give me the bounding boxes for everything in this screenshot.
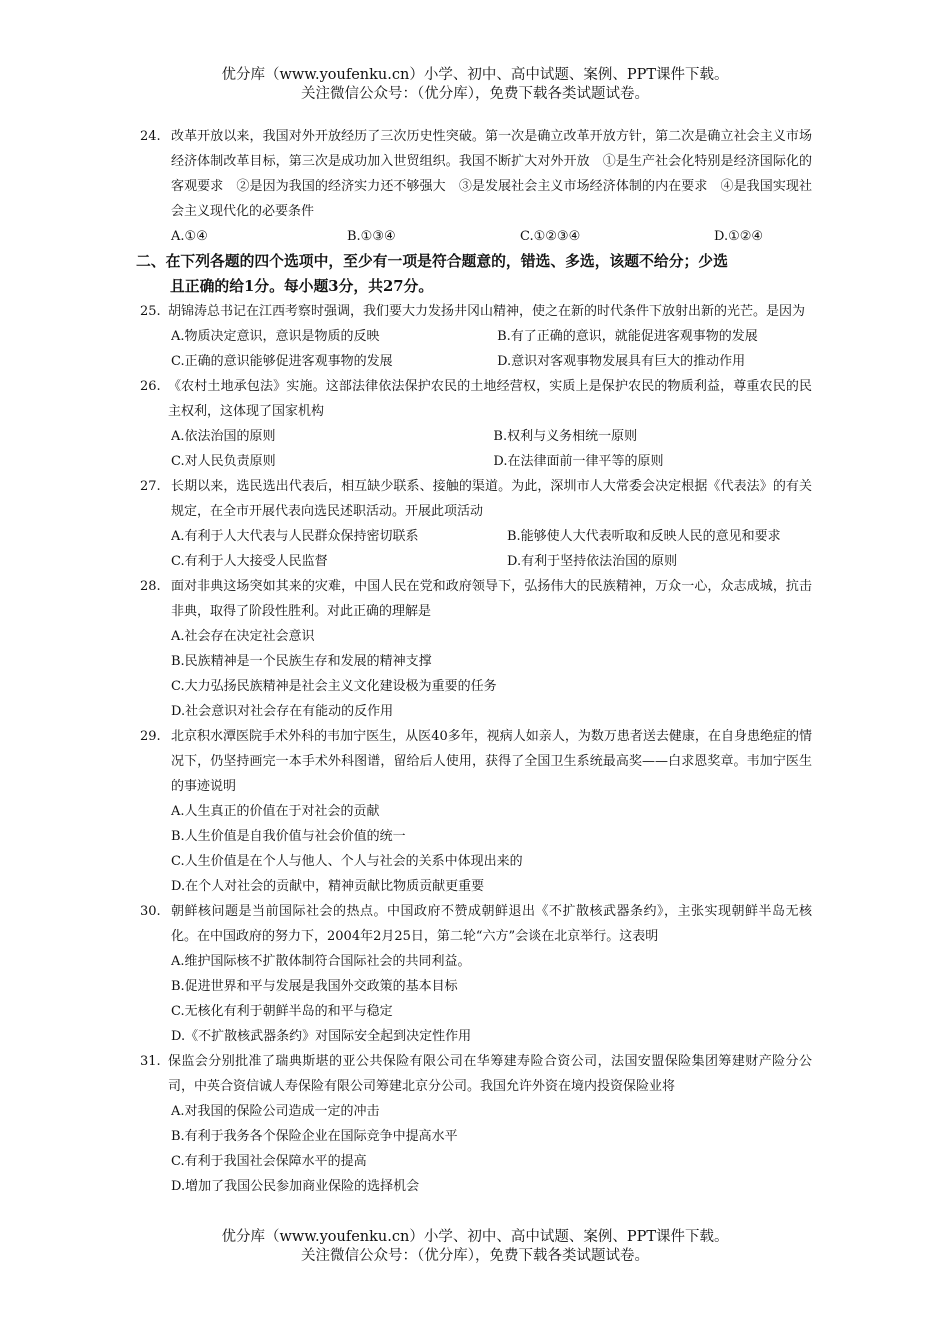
option-d: D.在个人对社会的贡献中，精神贡献比物质贡献更重要 xyxy=(171,879,485,894)
question-stem: 北京积水潭医院手术外科的韦加宁医生，从医40多年，视病人如亲人，为数万患者送去健康，在自身患绝症的情况下，仍坚持画完一本手术外科图谱，留给后人使用，获得了全国卫生系统最高奖——白求恩奖章。韦加宁医生的事迹说明 xyxy=(171,729,812,794)
option-d: D.增加了我国公民参加商业保险的选择机会 xyxy=(171,1179,420,1194)
option-c: C.①②③④ xyxy=(520,229,581,244)
question-stem: 长期以来，选民选出代表后，相互缺少联系、接触的渠道。为此，深圳市人大常委会决定根据《代表法》的有关规定，在全市开展代表向选民述职活动。开展此项活动 xyxy=(171,479,812,519)
question-30 xyxy=(140,899,812,1049)
options-row xyxy=(140,224,812,249)
option-d: D.有利于坚持依法治国的原则 xyxy=(507,554,678,569)
option-b: B.民族精神是一个民族生存和发展的精神支撑 xyxy=(171,654,432,669)
option-d: D.在法律面前一律平等的原则 xyxy=(493,454,664,469)
question-31 xyxy=(140,1049,812,1199)
options-row xyxy=(140,449,812,474)
page-header xyxy=(0,66,950,104)
option-b: B.权利与义务相统一原则 xyxy=(493,429,638,444)
question-number: 31. xyxy=(140,1054,161,1069)
option-d: D.意识对客观事物发展具有巨大的推动作用 xyxy=(497,354,746,369)
options-row xyxy=(140,524,812,549)
question-stem: 保监会分别批准了瑞典斯堪的亚公共保险有限公司在华筹建寿险合资公司，法国安盟保险集团筹建财产险分公司，中英合资信诚人寿保险有限公司筹建北京分公司。我国允许外资在境内投资保险业将 xyxy=(168,1054,812,1094)
question-stem: 胡锦涛总书记在江西考察时强调，我们要大力发扬井冈山精神，使之在新的时代条件下放射出新的光芒。是因为 xyxy=(168,304,806,319)
option-a: A.人生真正的价值在于对社会的贡献 xyxy=(171,804,380,819)
option-a: A.有利于人大代表与人民群众保持密切联系 xyxy=(171,529,419,544)
question-stem: 改革开放以来，我国对外开放经历了三次历史性突破。第一次是确立改革开放方针，第二次是确立社会主义市场经济体制改革目标，第三次是成功加入世贸组织。我国不断扩大对外开放 ①是生产社会化特别是经济国际化的客观要求 ②是因为我国的经济实力还不够强大 ③是发展社会主义市场经济体制的内在要求 ④是我国实现社会主义现代化的必要条件 xyxy=(171,129,812,219)
options-row xyxy=(140,349,812,374)
question-25 xyxy=(140,299,812,374)
option-d: D.社会意识对社会存在有能动的反作用 xyxy=(171,704,394,719)
option-a: A.对我国的保险公司造成一定的冲击 xyxy=(171,1104,380,1119)
option-c: C.人生价值是在个人与他人、个人与社会的关系中体现出来的 xyxy=(171,854,523,869)
section-heading-line-1: 二、在下列各题的四个选项中，至少有一项是符合题意的，错选、多选，该题不给分；少选 xyxy=(136,253,728,270)
footer-line-1: 优分库（www.youfenku.cn）小学、初中、高中试题、案例、PPT课件下载。 xyxy=(221,1229,729,1245)
question-stem: 朝鲜核问题是当前国际社会的热点。中国政府不赞成朝鲜退出《不扩散核武器条约》，主张实现朝鲜半岛无核化。在中国政府的努力下，2004年2月25日，第二轮“六方”会谈在北京举行。这表明 xyxy=(171,904,812,944)
section-heading-line-2: 且正确的给1分。每小题3分，共27分。 xyxy=(170,278,434,295)
question-list xyxy=(136,124,812,1199)
option-a: A.物质决定意识，意识是物质的反映 xyxy=(171,329,380,344)
option-c: C.正确的意识能够促进客观事物的发展 xyxy=(171,354,393,369)
option-d: D.《不扩散核武器条约》对国际安全起到决定性作用 xyxy=(171,1029,472,1044)
question-number: 29. xyxy=(140,729,161,744)
options-row xyxy=(140,424,812,449)
option-d: D.①②④ xyxy=(714,229,764,244)
question-26 xyxy=(140,374,812,474)
question-number: 27. xyxy=(140,479,161,494)
question-number: 30. xyxy=(140,904,161,919)
question-number: 25. xyxy=(140,304,161,319)
option-b: B.有利于我务各个保险企业在国际竞争中提高水平 xyxy=(171,1129,458,1144)
question-28 xyxy=(140,574,812,724)
question-stem: 《农村土地承包法》实施。这部法律依法保护农民的土地经营权，实质上是保护农民的物质利益，尊重农民的民主权利，这体现了国家机构 xyxy=(168,379,812,419)
option-b: B.促进世界和平与发展是我国外交政策的基本目标 xyxy=(171,979,458,994)
option-a: A.①④ xyxy=(171,229,208,244)
option-c: C.大力弘扬民族精神是社会主义文化建设极为重要的任务 xyxy=(171,679,497,694)
option-a: A.维护国际核不扩散体制符合国际社会的共同利益。 xyxy=(171,954,471,969)
option-c: C.有利于我国社会保障水平的提高 xyxy=(171,1154,367,1169)
question-number: 28. xyxy=(140,579,161,594)
option-a: A.社会存在决定社会意识 xyxy=(171,629,315,644)
page-footer xyxy=(0,1228,950,1266)
question-27 xyxy=(140,474,812,574)
header-line-1: 优分库（www.youfenku.cn）小学、初中、高中试题、案例、PPT课件下载。 xyxy=(221,67,729,83)
option-b: B.能够使人大代表听取和反映人民的意见和要求 xyxy=(507,529,781,544)
option-c: C.无核化有利于朝鲜半岛的和平与稳定 xyxy=(171,1004,393,1019)
option-b: B.①③④ xyxy=(347,229,396,244)
question-number: 26. xyxy=(140,379,161,394)
question-29 xyxy=(140,724,812,899)
options-row xyxy=(140,549,812,574)
options-row xyxy=(140,324,812,349)
section-heading xyxy=(136,249,812,299)
question-stem: 面对非典这场突如其来的灾难，中国人民在党和政府领导下，弘扬伟大的民族精神，万众一心，众志成城，抗击非典，取得了阶段性胜利。对此正确的理解是 xyxy=(171,579,812,619)
option-c: C.对人民负责原则 xyxy=(171,454,276,469)
option-c: C.有利于人大接受人民监督 xyxy=(171,554,328,569)
footer-line-2: 关注微信公众号：（优分库），免费下载各类试题试卷。 xyxy=(301,1248,649,1264)
question-24 xyxy=(140,124,812,249)
question-number: 24. xyxy=(140,129,161,144)
header-line-2: 关注微信公众号：（优分库），免费下载各类试题试卷。 xyxy=(301,86,649,102)
option-b: B.有了正确的意识，就能促进客观事物的发展 xyxy=(497,329,758,344)
option-b: B.人生价值是自我价值与社会价值的统一 xyxy=(171,829,406,844)
option-a: A.依法治国的原则 xyxy=(171,429,276,444)
